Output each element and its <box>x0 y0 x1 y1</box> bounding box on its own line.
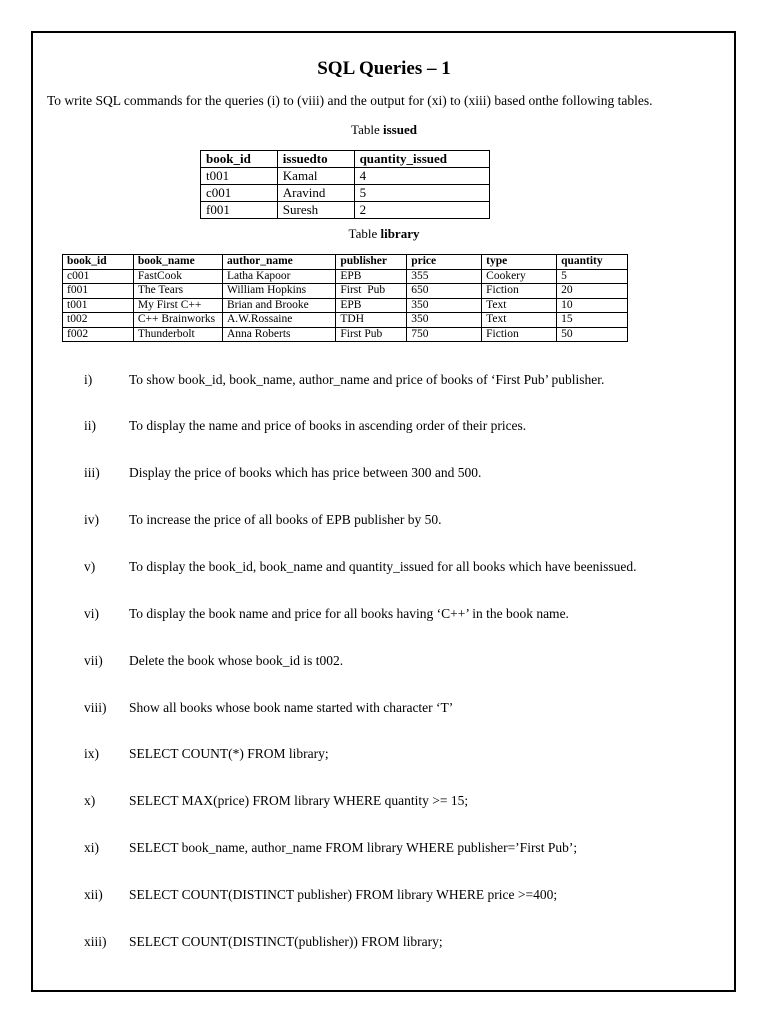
table-cell: Text <box>482 298 557 313</box>
table-row <box>63 269 628 284</box>
column-header: quantity_issued <box>354 151 489 168</box>
table-cell: Fiction <box>482 284 557 299</box>
table-cell: 650 <box>407 284 482 299</box>
table-cell: Fiction <box>482 327 557 342</box>
question-text: SELECT book_name, author_name FROM library WHERE publisher=’First Pub’; <box>129 840 578 855</box>
column-header: book_id <box>63 255 134 270</box>
caption-prefix: Table <box>348 226 381 241</box>
page-title: SQL Queries – 1 <box>317 58 451 79</box>
table-cell: FastCook <box>133 269 222 284</box>
question-text: To increase the price of all books of EPB publisher by 50. <box>129 512 442 527</box>
table-cell: f001 <box>201 202 278 219</box>
column-header: issuedto <box>277 151 354 168</box>
table-cell: 2 <box>354 202 489 219</box>
table-cell: 5 <box>557 269 628 284</box>
table-cell: First Pub <box>336 284 407 299</box>
library-table <box>62 254 628 342</box>
table-row <box>63 327 628 342</box>
question-text: To display the name and price of books in ascending order of their prices. <box>129 418 527 433</box>
issued-table-caption <box>0 122 768 138</box>
column-header: author_name <box>222 255 335 270</box>
column-header: book_id <box>201 151 278 168</box>
question-text: SELECT COUNT(DISTINCT(publisher)) FROM library; <box>129 934 443 949</box>
question-number: i) <box>84 372 93 387</box>
question-number: ii) <box>84 418 96 433</box>
table-cell: 20 <box>557 284 628 299</box>
question-number: x) <box>84 793 96 808</box>
table-cell: 5 <box>354 185 489 202</box>
table-header-row <box>63 255 628 270</box>
question-number: v) <box>84 559 96 574</box>
question-text: To show book_id, book_name, author_name and price of books of ‘First Pub’ publisher. <box>129 372 605 387</box>
table-cell: 750 <box>407 327 482 342</box>
table-cell: A.W.Rossaine <box>222 313 335 328</box>
issued-table <box>200 150 490 219</box>
table-cell: c001 <box>201 185 278 202</box>
table-cell: Thunderbolt <box>133 327 222 342</box>
table-cell: 355 <box>407 269 482 284</box>
question-text: SELECT COUNT(DISTINCT publisher) FROM library WHERE price >=400; <box>129 887 558 902</box>
question-text: Display the price of books which has price between 300 and 500. <box>129 465 482 480</box>
column-header: price <box>407 255 482 270</box>
caption-table-name: issued <box>382 122 417 137</box>
table-cell: 4 <box>354 168 489 185</box>
table-cell: 10 <box>557 298 628 313</box>
table-cell: William Hopkins <box>222 284 335 299</box>
table-row <box>201 202 490 219</box>
column-header: quantity <box>557 255 628 270</box>
table-cell: Suresh <box>277 202 354 219</box>
question-number: vi) <box>84 606 99 621</box>
table-cell: EPB <box>336 269 407 284</box>
caption-table-name: library <box>380 226 420 241</box>
question-number: xi) <box>84 840 99 855</box>
table-cell: f002 <box>63 327 134 342</box>
table-cell: C++ Brainworks <box>133 313 222 328</box>
table-cell: Aravind <box>277 185 354 202</box>
table-cell: TDH <box>336 313 407 328</box>
question-text: SELECT MAX(price) FROM library WHERE quantity >= 15; <box>129 793 469 808</box>
table-cell: Text <box>482 313 557 328</box>
column-header: publisher <box>336 255 407 270</box>
table-row <box>201 168 490 185</box>
table-cell: EPB <box>336 298 407 313</box>
table-cell: Brian and Brooke <box>222 298 335 313</box>
library-table-caption <box>0 226 768 242</box>
table-row <box>201 185 490 202</box>
table-cell: 50 <box>557 327 628 342</box>
table-cell: 350 <box>407 298 482 313</box>
table-cell: First Pub <box>336 327 407 342</box>
question-text: SELECT COUNT(*) FROM library; <box>129 746 329 761</box>
intro-text: To write SQL commands for the queries (i) to (viii) and the output for (xi) to (xiii) based onthe following tables. <box>47 93 653 108</box>
table-cell: Kamal <box>277 168 354 185</box>
table-header-row <box>201 151 490 168</box>
table-cell: 15 <box>557 313 628 328</box>
column-header: type <box>482 255 557 270</box>
question-number: ix) <box>84 746 99 761</box>
table-row <box>63 298 628 313</box>
question-number: iv) <box>84 512 99 527</box>
table-cell: Latha Kapoor <box>222 269 335 284</box>
table-row <box>63 284 628 299</box>
caption-prefix: Table <box>351 122 383 137</box>
question-number: xiii) <box>84 934 107 949</box>
table-cell: t001 <box>201 168 278 185</box>
question-number: iii) <box>84 465 100 480</box>
question-number: viii) <box>84 700 107 715</box>
table-cell: Cookery <box>482 269 557 284</box>
table-cell: t002 <box>63 313 134 328</box>
table-row <box>63 313 628 328</box>
question-text: To display the book name and price for all books having ‘C++’ in the book name. <box>129 606 569 621</box>
table-cell: t001 <box>63 298 134 313</box>
question-text: To display the book_id, book_name and quantity_issued for all books which have beenissued. <box>129 559 637 574</box>
column-header: book_name <box>133 255 222 270</box>
question-text: Delete the book whose book_id is t002. <box>129 653 344 668</box>
table-cell: Anna Roberts <box>222 327 335 342</box>
table-cell: The Tears <box>133 284 222 299</box>
table-cell: c001 <box>63 269 134 284</box>
table-cell: 350 <box>407 313 482 328</box>
question-text: Show all books whose book name started with character ‘T’ <box>129 700 454 715</box>
question-number: xii) <box>84 887 103 902</box>
table-cell: My First C++ <box>133 298 222 313</box>
table-cell: f001 <box>63 284 134 299</box>
question-number: vii) <box>84 653 103 668</box>
